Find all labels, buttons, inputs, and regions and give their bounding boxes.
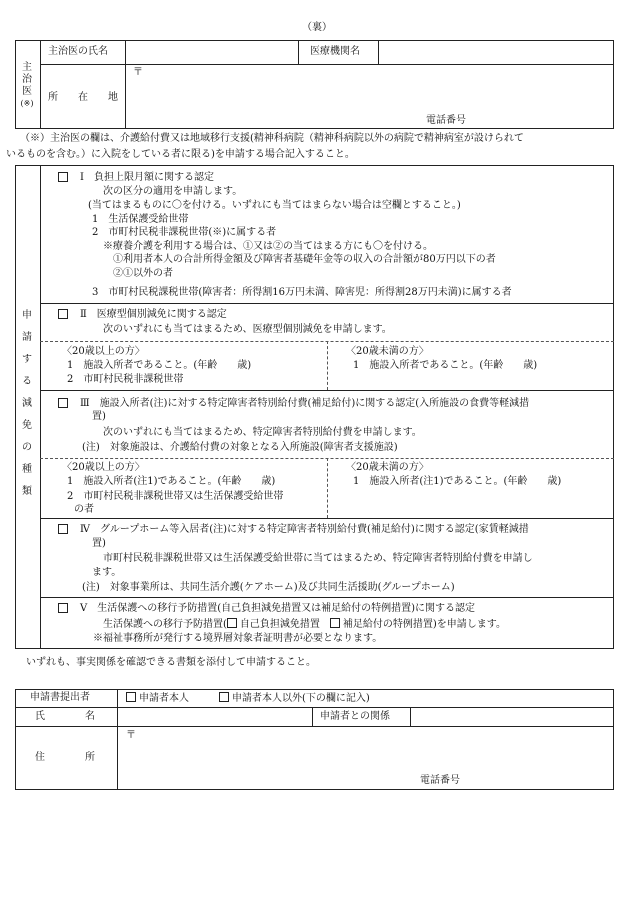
submitter-address-label: 住 所 [35,752,95,763]
section3-adult-1: 1 施設入所者(注1)であること。(年齢 歳) [67,476,276,487]
relation-field[interactable] [414,710,610,724]
section3-checkbox[interactable] [58,398,71,411]
doctor-note-line2: いるものを含む。）に入院をしている者に限る)を申請する場合記入すること。 [6,149,355,160]
section4-title: Ⅳ グループホーム等入居者(注)に対する特定障害者特別給付費(補足給付)に関する認定(家賃軽減措 [80,524,529,535]
section4-note: (注) 対象事業所は、共同生活介護(ケアホーム)及び共同生活援助(グループホーム) [82,582,455,593]
section5-line: 生活保護への移行予防措置( 自己負担減免措置 補足給付の特例措置)を申請します。 [103,619,507,630]
doctor-note-line1: （※）主治医の欄は、介護給付費又は地域移行支援(精神科病院（精神科病院以外の病院で精神病室が設けられて [20,133,524,144]
submitter-name-label: 氏 名 [35,711,95,722]
section2-adult-head: 〈20歳以上の方〉 [62,346,145,357]
section3-adult-head: 〈20歳以上の方〉 [62,462,145,473]
section2-title: Ⅱ 医療型個別減免に関する認定 [80,309,227,320]
section2-checkbox[interactable] [58,309,71,322]
relation-label: 申請者との関係 [320,711,390,722]
institution-field[interactable] [382,46,610,60]
doctor-address-field[interactable] [140,70,610,110]
section3-title: Ⅲ 施設入所者(注)に対する特定障害者特別給付費(補足給付)に関する認定(入所施設の食費等軽減措 [80,398,530,409]
doctor-side-label: 主 治 医 (※) [20,62,34,108]
section1-option-3[interactable]: 3 市町村民税課税世帯(障害者：所得割16万円未満、障害児：所得割28万円未満)に属する者 [92,287,512,298]
section1-subopt-2[interactable]: ②①以外の者 [113,268,173,279]
doctor-name-field[interactable] [130,46,295,60]
submitter-self-option[interactable]: 申請者本人 [126,692,189,705]
section1-line: (当てはまるものに〇を付ける。いずれにも当てはまらない場合は空欄とすること。) [88,200,461,211]
submitter-phone-label: 電話番号 [420,775,460,786]
submitter-other-option[interactable]: 申請者本人以外(下の欄に記入) [219,692,370,705]
doctor-name-label: 主治医の氏名 [48,46,108,57]
section1-title: Ⅰ 負担上限月額に関する認定 [80,172,214,183]
reduction-side-label: 申 請 す る 減 免 の 種 類 [22,310,32,497]
section2-line: 次のいずれにも当てはまるため、医療型個別減免を申請します。 [103,324,392,335]
section3-note: (注) 対象施設は、介護給付費の対象となる入所施設(障害者支援施設) [82,442,398,453]
section3-child-1: 1 施設入所者(注1)であること。(年齢 歳) [353,476,562,487]
section1-line: 次の区分の適用を申請します。 [103,186,243,197]
page-header: （裏） [302,22,332,33]
institution-label: 医療機関名 [310,46,360,57]
section5-title: Ⅴ 生活保護への移行予防措置(自己負担減免措置又は補足給付の特例措置)に関する認定 [80,603,476,614]
section1-option-2[interactable]: 2 市町村民税非課税世帯(※)に属する者 [92,227,277,238]
section2-child-1: 1 施設入所者であること。(年齢 歳) [353,360,538,371]
section5-checkbox[interactable] [58,603,71,616]
submitter-address-field[interactable] [134,734,610,770]
submitter-name-field[interactable] [121,710,309,724]
submitter-label: 申請書提出者 [30,692,90,703]
section3-child-head: 〈20歳未満の方〉 [346,462,429,473]
section4-line: 市町村民税非課税世帯又は生活保護受給世帯に当てはまるため、特定障害者特別給付費を申請し [103,553,533,564]
doctor-phone-label: 電話番号 [426,115,466,126]
doctor-postal-mark: 〒 [133,67,143,78]
section5-note: ※福祉事務所が発行する境界層対象者証明書が必要となります。 [93,633,383,644]
section1-line: ※療養介護を利用する場合は、①又は②の当てはまる方にも〇を付ける。 [103,241,433,252]
section2-adult-2: 2 市町村民税非課税世帯 [67,374,184,385]
doctor-address-label: 所 在 地 [48,92,118,103]
section4-title-cont: 置) [92,538,106,549]
section3-adult-2: 2 市町村民税非課税世帯又は生活保護受給世帯 [67,491,284,502]
section2-child-head: 〈20歳未満の方〉 [346,346,429,357]
section3-title-cont: 置) [92,411,106,422]
section4-checkbox[interactable] [58,524,71,537]
section4-line: ます。 [92,567,122,578]
attach-note: いずれも、事実関係を確認できる書類を添付して申請すること。 [26,657,316,668]
self-burden-checkbox[interactable] [227,618,237,628]
submitter-postal-mark: 〒 [126,730,136,741]
special-measure-checkbox[interactable] [330,618,340,628]
section1-subopt-1[interactable]: ①利用者本人の合計所得金額及び障害者基礎年金等の収入の合計額が80万円以下の者 [113,254,496,265]
section3-adult-3: の者 [74,504,94,515]
section1-checkbox[interactable] [58,172,71,185]
section3-line: 次のいずれにも当てはまるため、特定障害者特別給付費を申請します。 [103,427,422,438]
section1-option-1[interactable]: 1 生活保護受給世帯 [92,214,189,225]
section2-adult-1: 1 施設入所者であること。(年齢 歳) [67,360,252,371]
